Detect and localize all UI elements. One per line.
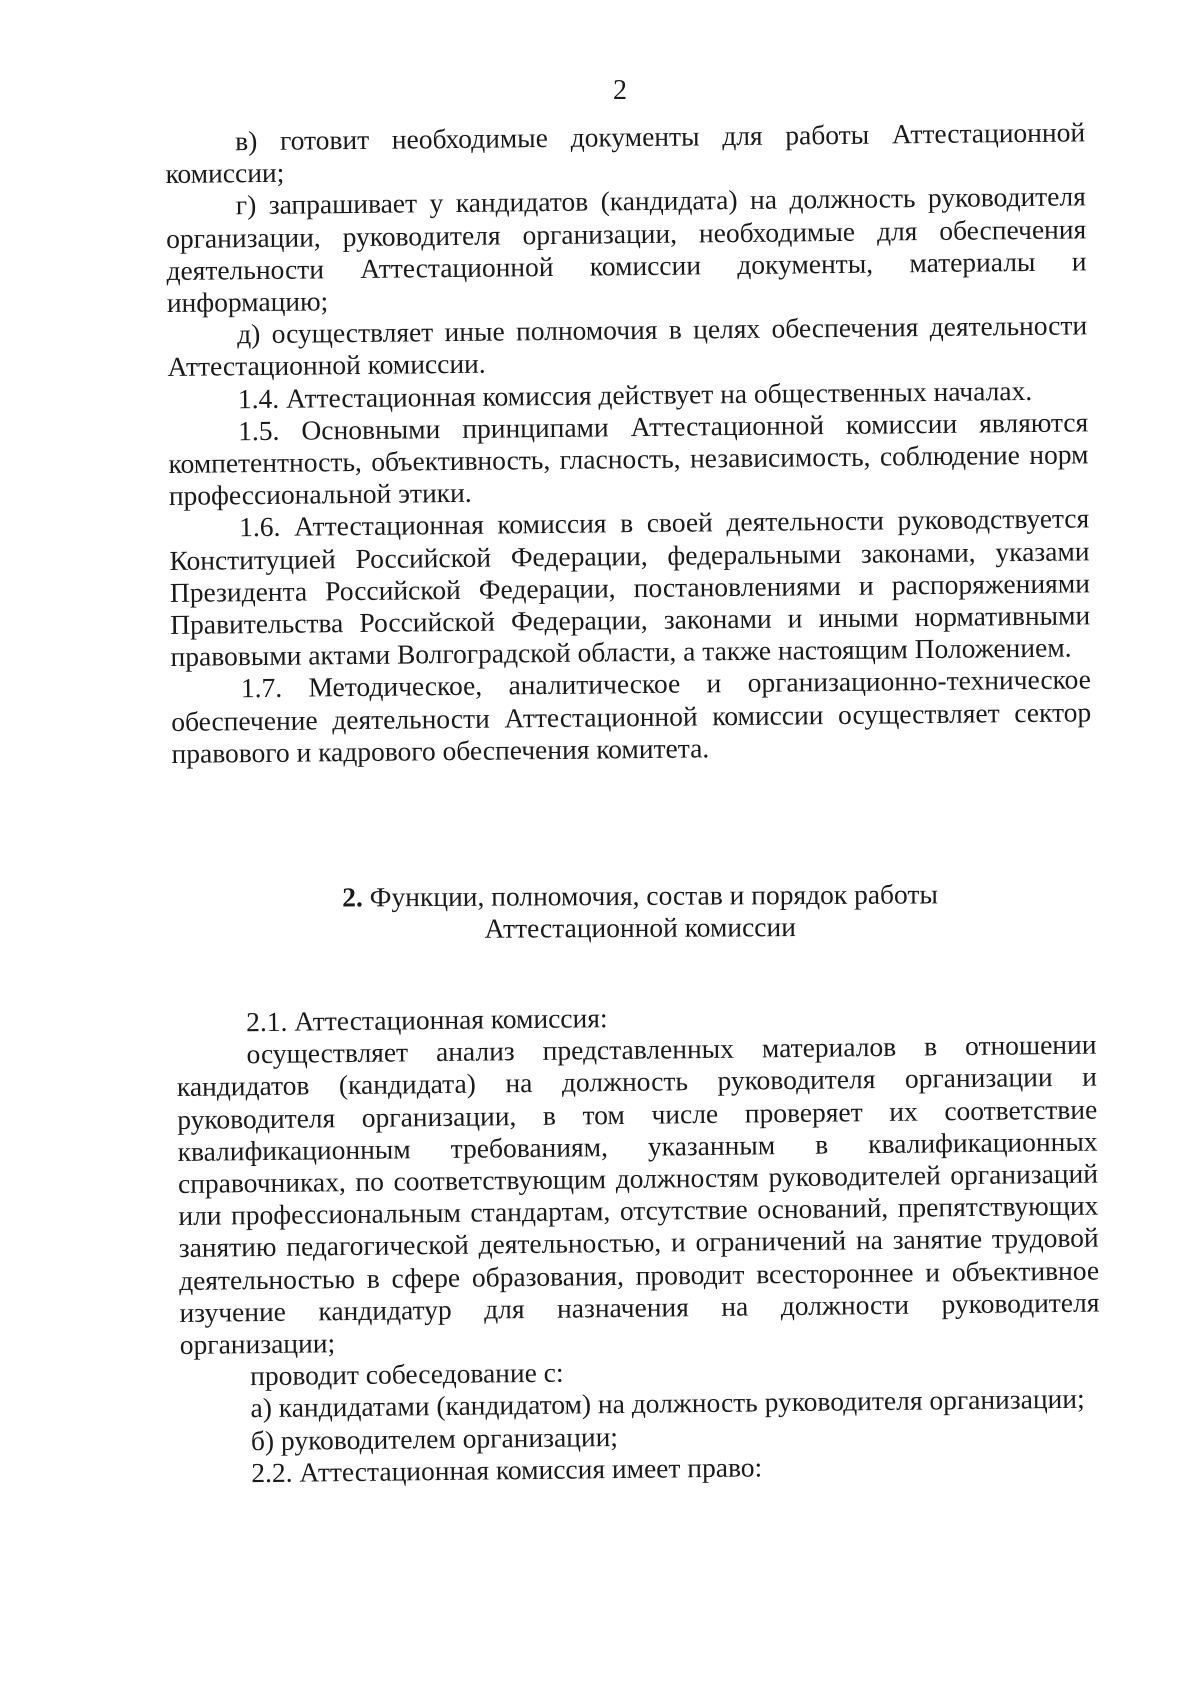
paragraph-2-1-a: а) кандидатами (кандидатом) на должность руководителя организации; [250,1383,1085,1424]
paragraph-g: г) запрашивает у кандидатов (кандидата) на должность руководителя организации, руководителя организации, необходимые для обеспечения деятельности Аттестационной комиссии документы, материалы и информацию; [166,180,1087,319]
paragraph-2-2: 2.2. Аттестационная комиссия имеет право: [251,1451,763,1489]
section-2-heading-line-1 [240,878,1040,914]
section-2-title-part-2: Аттестационной комиссии [484,911,796,944]
paragraph-2-1: 2.1. Аттестационная комиссия: [245,1002,608,1038]
text-block-section-2 [176,997,1101,1490]
paragraph-2-1-analysis: осуществляет анализ представленных материалов в отношении кандидатов (кандидата) на должность руководителя организации и руководителя организации, в том числе проверяет их соответствие квалификационным требованиям, указанным в квалификационных справочниках, по соответствующим должностям руководителей организаций или профессиональным стандартам, отсутствие оснований, препятствующих занятию педагогической деятельностью, и ограничений на занятие трудовой деятельностью в сфере образования, проводит всестороннее и объективное изучение кандидатур для назначения на должности руководителя организации; [176,1028,1100,1361]
paragraph-1-4: 1.4. Аттестационная комиссия действует на общественных началах. [237,374,1033,414]
paragraph-1-5: 1.5. Основными принципами Аттестационной комиссии являются компетентность, объективность, гласность, независимость, соблюдение норм профессиональной этики. [168,406,1089,512]
page-number: 2 [613,75,627,106]
section-2-title-part-1: Функции, полномочия, состав и порядок работы [369,878,938,913]
paragraph-2-1-b: б) руководителем организации; [250,1420,619,1456]
paragraph-1-6: 1.6. Аттестационная комиссия в своей деятельности руководствуется Конституцией Российской Федерации, федеральными законами, указами Президента Российской Федерации, постановлениями и распоряжениями Правительства Российской Федерации, законами и иными нормативными правовыми актами Волгоградской области, а также настоящим Положением. [169,502,1091,673]
paragraph-d: д) осуществляет иные полномочия в целях обеспечения деятельности Аттестационной комиссии. [167,309,1088,383]
paragraph-1-7: 1.7. Методическое, аналитическое и организационно-техническое обеспечение деятельности Аттестационной комиссии осуществляет сектор правового и кадрового обеспечения комитета. [171,663,1092,769]
paragraph-v: в) готовит необходимые документы для работы Аттестационной комиссии; [165,116,1086,190]
text-block-section-1 [165,116,1092,770]
paragraph-2-1-interview: проводит собеседование с: [250,1356,564,1392]
section-2-heading [240,878,1040,946]
section-2-number: 2. [342,881,363,913]
